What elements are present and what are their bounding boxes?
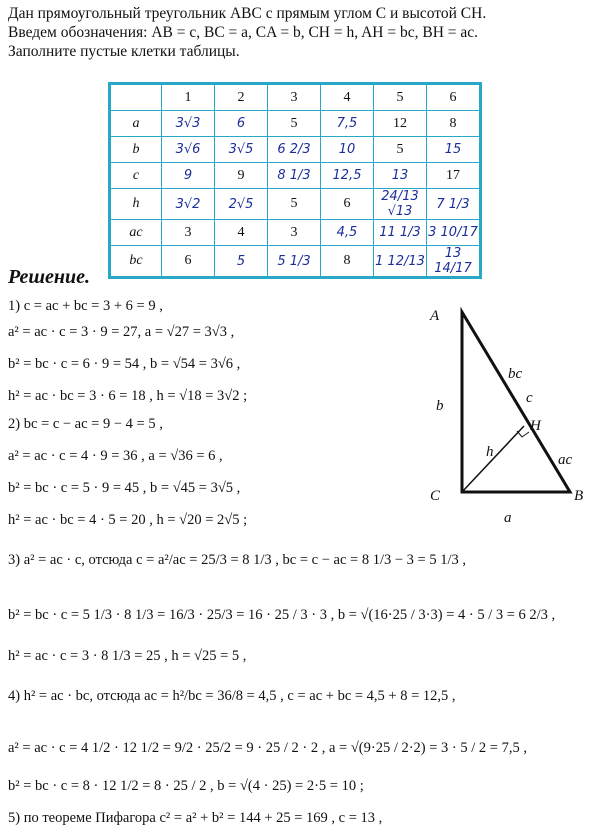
table-cell: 3√3 <box>162 111 215 137</box>
table-cell: 4 <box>215 220 268 246</box>
table-cell: 6 <box>321 189 374 220</box>
solution-line-10: b² = bc · c = 5 1/3 · 8 1/3 = 16/3 · 25/3 = 16 · 25 / 3 · 3 , b = √(16·25 / 3·3) = 4 · 5 / 3 = 6 2/3 , <box>8 607 556 623</box>
table-cell: 11 1/3 <box>374 220 427 246</box>
solution-line-6: a² = ac · c = 4 · 9 = 36 , a = √36 = 6 , <box>8 448 223 464</box>
solution-line-9: 3) a² = ac · c, отсюда c = a²/ac = 25/3 = 8 1/3 , bc = c − ac = 8 1/3 − 3 = 5 1/3 , <box>8 552 466 568</box>
row-label: ac <box>110 220 162 246</box>
table-cell: 4,5 <box>321 220 374 246</box>
table-cell: 6 <box>215 111 268 137</box>
table-cell: 9 <box>215 163 268 189</box>
table-header-cell: 1 <box>162 84 215 111</box>
task-line-1: Дан прямоугольный треугольник ABC с прямым углом C и высотой CH. <box>8 5 487 22</box>
task-line-3: Заполните пустые клетки таблицы. <box>8 43 240 60</box>
table-cell: 5 <box>215 246 268 278</box>
table-cell: 5 1/3 <box>268 246 321 278</box>
table-cell: 17 <box>427 163 481 189</box>
side-b-label: b <box>436 398 444 414</box>
table-row <box>110 189 481 220</box>
task-line-2: Введем обозначения: AB = c, BC = a, CA = b, CH = h, AH = bc, BH = ac. <box>8 24 479 41</box>
solution-line-5: 2) bc = c − ac = 9 − 4 = 5 , <box>8 416 163 432</box>
table-cell: 5 <box>268 111 321 137</box>
values-table <box>108 82 482 279</box>
table-cell: 6 2/3 <box>268 137 321 163</box>
table-cell: 12 <box>374 111 427 137</box>
table-header-row <box>110 84 481 111</box>
table-cell: 13 <box>374 163 427 189</box>
table-cell: 3 <box>268 220 321 246</box>
row-label: h <box>110 189 162 220</box>
solution-line-1: 1) c = ac + bc = 3 + 6 = 9 , <box>8 298 163 314</box>
table-cell: 3√6 <box>162 137 215 163</box>
height-h-label: h <box>486 444 494 460</box>
table-cell: 7,5 <box>321 111 374 137</box>
table-cell: 13 14/17 <box>427 246 481 278</box>
vertex-b-label: B <box>574 488 584 504</box>
triangle-abc <box>462 312 570 492</box>
table-row <box>110 220 481 246</box>
triangle-figure <box>400 300 596 530</box>
table-cell: 6 <box>162 246 215 278</box>
table-cell: 9 <box>162 163 215 189</box>
table-row <box>110 111 481 137</box>
table-cell: 7 1/3 <box>427 189 481 220</box>
table-cell: 3√5 <box>215 137 268 163</box>
solution-line-3: b² = bc · c = 6 · 9 = 54 , b = √54 = 3√6 , <box>8 356 241 372</box>
solution-line-8: h² = ac · bc = 4 · 5 = 20 , h = √20 = 2√5 ; <box>8 512 248 528</box>
row-label: bc <box>110 246 162 278</box>
row-label: a <box>110 111 162 137</box>
table-header-cell: 6 <box>427 84 481 111</box>
table-cell: 3√2 <box>162 189 215 220</box>
table-cell: 5 <box>374 137 427 163</box>
table-header-cell: 3 <box>268 84 321 111</box>
solution-line-2: a² = ac · c = 3 · 9 = 27, a = √27 = 3√3 , <box>8 324 235 340</box>
vertex-a-label: A <box>430 308 440 324</box>
segment-bc-label: bc <box>508 366 523 382</box>
table-cell: 1 12/13 <box>374 246 427 278</box>
solution-line-13: a² = ac · c = 4 1/2 · 12 1/2 = 9/2 · 25/2 = 9 · 25 / 2 · 2 , a = √(9·25 / 2·2) = 3 · 5 / 2 = 7,5 , <box>8 740 527 756</box>
solution-title: Решение. <box>8 266 91 288</box>
side-c-label: c <box>526 390 533 406</box>
task-statement <box>8 4 596 61</box>
table-cell: 8 <box>321 246 374 278</box>
table-row <box>110 137 481 163</box>
table-cell: 8 1/3 <box>268 163 321 189</box>
table-cell: 12,5 <box>321 163 374 189</box>
table-header-cell: 2 <box>215 84 268 111</box>
solution-line-11: h² = ac · c = 3 · 8 1/3 = 25 , h = √25 = 5 , <box>8 648 247 664</box>
row-label: c <box>110 163 162 189</box>
side-a-label: a <box>504 510 512 526</box>
table-header-cell: 4 <box>321 84 374 111</box>
vertex-c-label: C <box>430 488 441 504</box>
point-h-label: H <box>530 418 541 434</box>
table-cell: 8 <box>427 111 481 137</box>
table-cell: 3 <box>162 220 215 246</box>
solution-line-12: 4) h² = ac · bc, отсюда ac = h²/bc = 36/8 = 4,5 , c = ac + bc = 4,5 + 8 = 12,5 , <box>8 688 456 704</box>
solution-line-7: b² = bc · c = 5 · 9 = 45 , b = √45 = 3√5 , <box>8 480 241 496</box>
table-cell: 3 10/17 <box>427 220 481 246</box>
table-cell: 5 <box>268 189 321 220</box>
solution-line-4: h² = ac · bc = 3 · 6 = 18 , h = √18 = 3√2 ; <box>8 388 248 404</box>
row-label: b <box>110 137 162 163</box>
table-row <box>110 163 481 189</box>
table-header-cell: 5 <box>374 84 427 111</box>
table-corner-cell <box>110 84 162 111</box>
table-cell: 15 <box>427 137 481 163</box>
table-cell: 2√5 <box>215 189 268 220</box>
solution-line-15: 5) по теореме Пифагора c² = a² + b² = 144 + 25 = 169 , c = 13 , <box>8 810 383 826</box>
segment-ac-label: ac <box>558 452 573 468</box>
solution-line-14: b² = bc · c = 8 · 12 1/2 = 8 · 25 / 2 , b = √(4 · 25) = 2·5 = 10 ; <box>8 778 364 794</box>
table-cell: 10 <box>321 137 374 163</box>
table-row <box>110 246 481 278</box>
table-cell: 24/13 √13 <box>374 189 427 220</box>
